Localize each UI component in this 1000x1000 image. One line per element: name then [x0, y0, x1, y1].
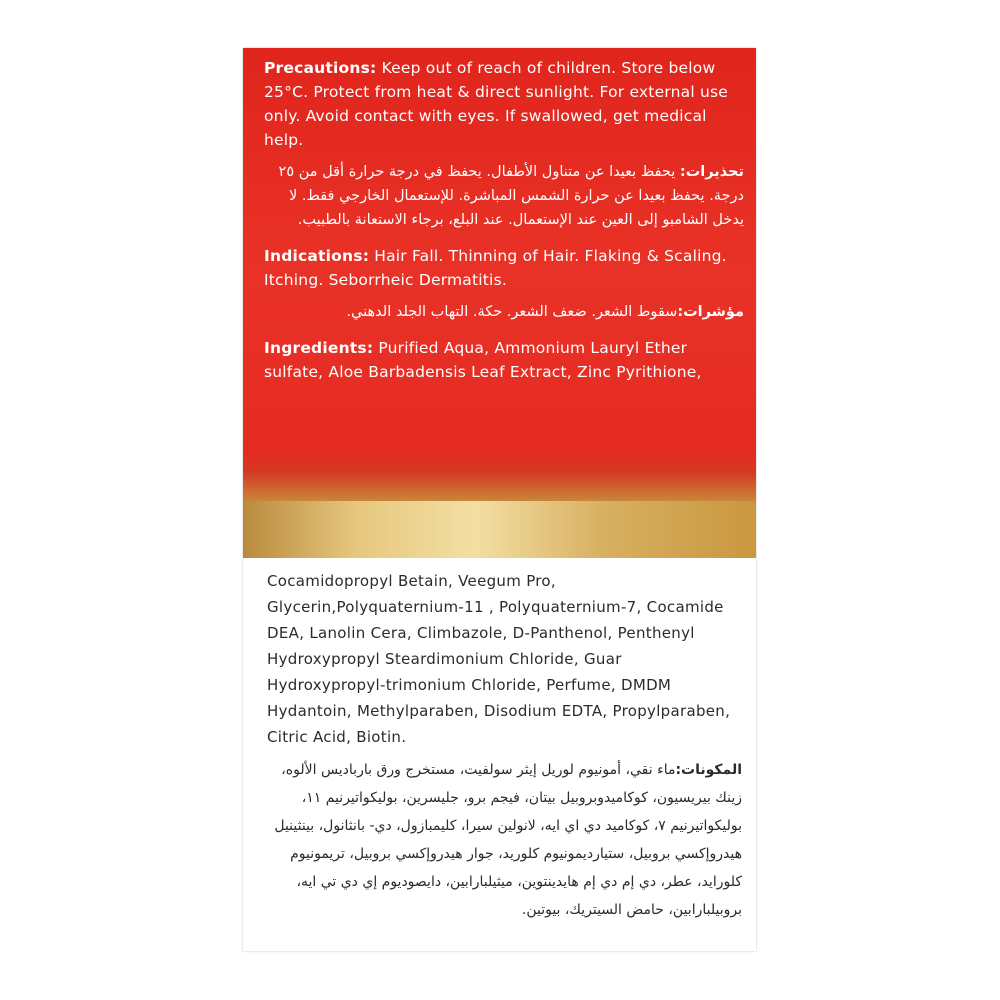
indications-en [264, 244, 744, 292]
indications-ar-label: مؤشرات: [677, 304, 744, 320]
precautions-section [264, 56, 744, 232]
ingredients-ar-label: المكونات: [675, 762, 742, 778]
white-panel [243, 558, 756, 951]
ingredients-text: Purified Aqua, Ammonium Lauryl Ether sulfate, Aloe Barbadensis Leaf Extract, Zinc Pyrithione, [264, 339, 702, 381]
indications-label: Indications: [264, 247, 370, 265]
precautions-ar-text: يحفظ بعيدا عن متناول الأطفال. يحفظ في درجة حرارة أقل من ٢٥ درجة. يحفظ بعيدا عن حرارة الشمس المباشرة. للإستعمال الخارجي فقط. لا يدخل الشامبو إلى العين عند الإستعمال. عند البلع، برجاء الاستعانة بالطبيب. [278, 164, 744, 228]
precautions-label: Precautions: [264, 59, 377, 77]
precautions-text: Keep out of reach of children. Store below 25°C. Protect from heat & direct sunlight. For external use only. Avoid contact with eyes. If swallowed, get medical help. [264, 59, 729, 149]
ingredients-continued: Cocamidopropyl Betain, Veegum Pro, Glycerin,Polyquaternium-11 , Polyquaternium-7, Cocamide DEA, Lanolin Cera, Climbazole, D-Panthenol, Penthenyl Hydroxypropyl Steardimonium Chloride, Guar Hydroxypropyl-trimonium Chloride, Perfume, DMDM Hydantoin, Methylparaben, Disodium EDTA, Propylparaben, Citric Acid, Biotin. [267, 572, 731, 746]
ingredients-section [264, 336, 744, 384]
ingredients-ar [267, 756, 742, 924]
gold-stripe [243, 501, 756, 558]
indications-text: Hair Fall. Thinning of Hair. Flaking & Scaling. Itching. Seborrheic Dermatitis. [264, 247, 727, 289]
ingredients-label: Ingredients: [264, 339, 374, 357]
indications-ar-text: سقوط الشعر. ضعف الشعر. حكة. التهاب الجلد الدهني. [346, 304, 678, 320]
precautions-ar-label: تحذيرات: [679, 164, 744, 180]
ingredients-en [264, 336, 744, 384]
red-panel [243, 48, 756, 453]
indications-ar [264, 300, 744, 324]
product-label [243, 48, 756, 951]
gold-transition-band [243, 453, 756, 501]
indications-section [264, 244, 744, 324]
ingredients-ar-text: ماء نقي، أمونيوم لوريل إيثر سولفيت، مستخرج ورق بارباديس الألوه، زينك بيريسيون، كوكاميدوبروبيل بيتان، فيجم برو، جليسرين، بوليكواتيرنيم ١١، بوليكواتيرنيم ٧، كوكاميد دي اي ايه، لانولين سيرا، كليمبازول، دي- بانثانول، بينثينيل هيدروإكسي بروبيل، ستيارديمونيوم كلوريد، جوار هيدروإكسي بروبيل، تريمونيوم كلورايد، عطر، دي إم دي إم هايدينتوين، ميثيلبارابين، دايصوديوم إي دي تي ايه، بروبيلبارابين، حامض السيتريك، بيوتين. [274, 762, 742, 918]
precautions-en [264, 56, 744, 152]
precautions-ar [264, 160, 744, 232]
